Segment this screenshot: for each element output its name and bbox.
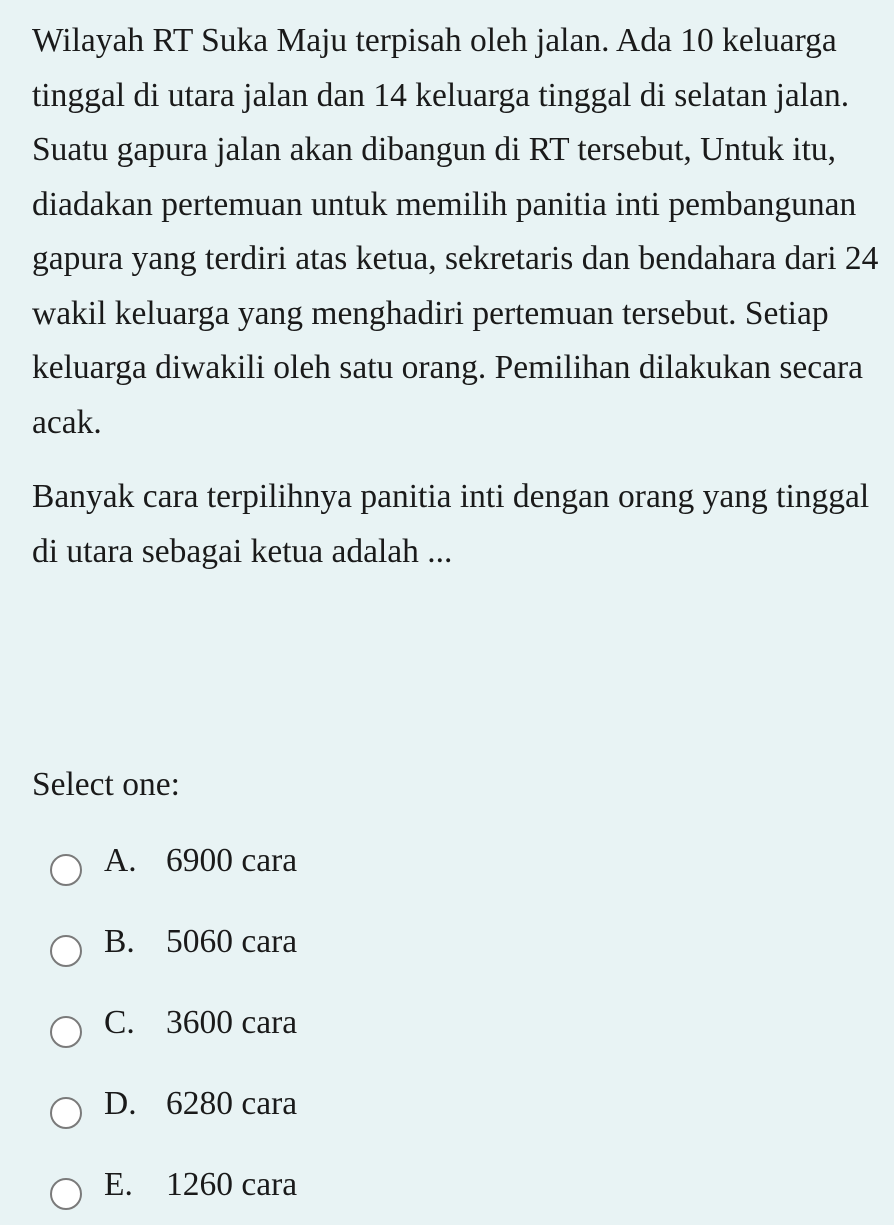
option-text: 5060 cara (166, 922, 298, 960)
radio-button-a[interactable] (50, 854, 82, 886)
option-letter: C. (104, 1003, 135, 1041)
radio-button-e[interactable] (50, 1178, 82, 1210)
answer-option-c[interactable] (50, 982, 850, 1063)
answer-option-d[interactable] (50, 1063, 850, 1144)
answer-option-e[interactable] (50, 1144, 850, 1225)
question-paragraph-1: Wilayah RT Suka Maju terpisah oleh jalan. Ada 10 keluarga tinggal di utara jalan dan 14 keluarga tinggal di selatan jalan. Suatu gapura jalan akan dibangun di RT tersebut, Untuk itu, diadakan pertemuan untuk memilih panitia inti pembangunan gapura yang terdiri atas ketua, sekretaris dan bendahara dari 24 wakil keluarga yang menghadiri pertemuan tersebut. Setiap keluarga diwakili oleh satu orang. Pemilihan dilakukan secara acak. (32, 22, 879, 441)
option-text: 3600 cara (166, 1003, 298, 1041)
option-letter: E. (104, 1165, 133, 1203)
option-letter: D. (104, 1084, 137, 1122)
option-letter: B. (104, 922, 135, 960)
answer-option-a[interactable] (50, 820, 850, 901)
question-paragraph-2: Banyak cara terpilihnya panitia inti dengan orang yang tinggal di utara sebagai ketua adalah ... (32, 478, 870, 570)
answer-option-b[interactable] (50, 901, 850, 982)
select-one-label: Select one: (32, 766, 180, 803)
option-text: 1260 cara (166, 1165, 298, 1203)
question-text (32, 14, 882, 579)
answer-options (50, 820, 850, 1225)
option-text: 6900 cara (166, 841, 298, 879)
radio-button-b[interactable] (50, 935, 82, 967)
option-text: 6280 cara (166, 1084, 298, 1122)
radio-button-c[interactable] (50, 1016, 82, 1048)
radio-button-d[interactable] (50, 1097, 82, 1129)
option-letter: A. (104, 841, 137, 879)
